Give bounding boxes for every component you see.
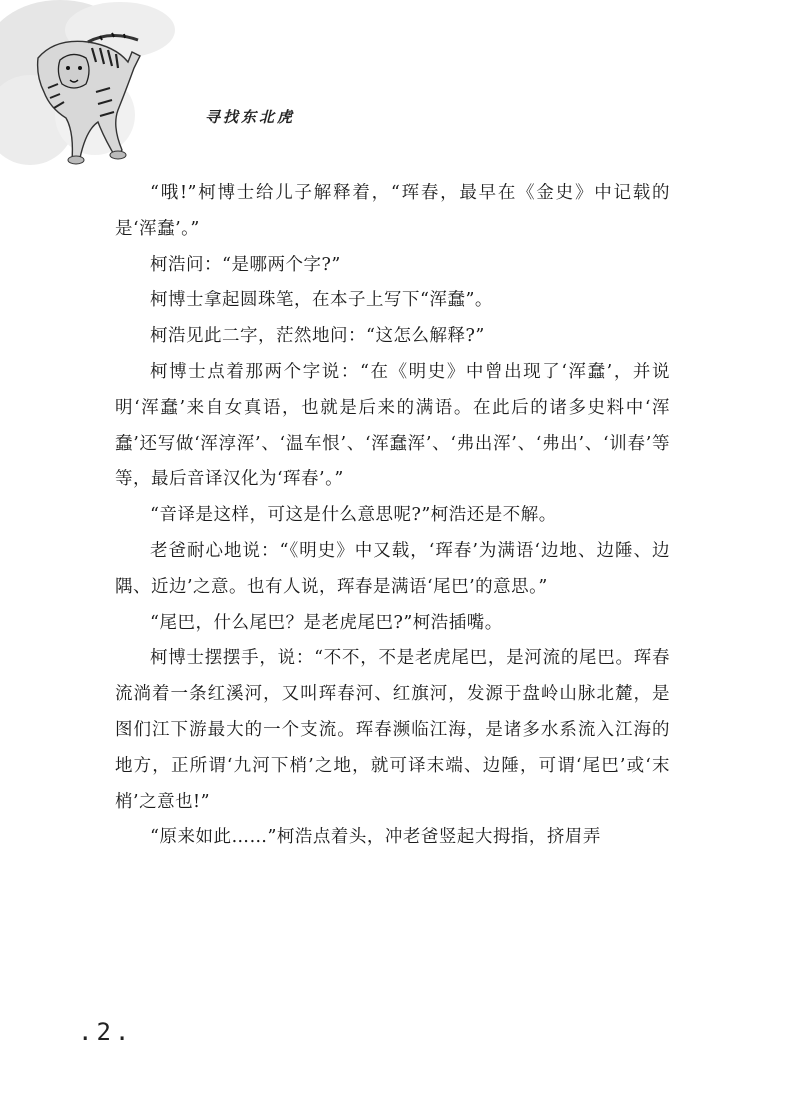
paragraph-8: “尾巴，什么尾巴？是老虎尾巴?”柯浩插嘴。 bbox=[150, 612, 503, 633]
tiger-illustration-icon bbox=[0, 0, 180, 175]
paragraph-3: 柯博士拿起圆珠笔，在本子上写下“浑蠢”。 bbox=[150, 290, 493, 311]
body-text bbox=[115, 176, 670, 856]
paragraph-7: 老爸耐心地说：“《明史》中又载，‘珲春’为满语‘边地、边陲、边隅、近边’之意。也有人说，珲春是满语‘尾巴’的意思。” bbox=[115, 540, 670, 597]
paragraph-1: “哦!”柯博士给儿子解释着，“珲春，最早在《金史》中记载的是‘浑蠢’。” bbox=[115, 183, 670, 239]
paragraph-9: 柯博士摆摆手，说：“不不，不是老虎尾巴，是河流的尾巴。珲春流淌着一条红溪河，又叫珲春河、红旗河，发源于盘岭山脉北麓，是图们江下游最大的一个支流。珲春濒临江海，是诸多水系流入江海的地方，正所谓‘九河下梢’之地，就可译末端、边陲，可谓‘尾巴’或‘末梢’之意也!” bbox=[115, 648, 670, 812]
paragraph-5: 柯博士点着那两个字说：“在《明史》中曾出现了‘浑蠢’，并说明‘浑蠢’来自女真语，也就是后来的满语。在此后的诸多史料中‘浑蠢’还写做‘浑淳浑’、‘温车恨’、‘浑蠢浑’、‘弗出浑’、‘弗出’、‘训春’等等，最后音译汉化为‘珲春’。” bbox=[115, 361, 670, 490]
paragraph-4: 柯浩见此二字，茫然地问：“这怎么解释?” bbox=[150, 326, 485, 347]
paragraph-2: 柯浩问：“是哪两个字?” bbox=[150, 254, 341, 275]
running-title: 寻找东北虎 bbox=[205, 108, 296, 126]
page-number: .2. bbox=[78, 1018, 134, 1046]
paragraph-6: “音译是这样，可这是什么意思呢?”柯浩还是不解。 bbox=[150, 505, 557, 526]
paragraph-10: “原来如此……”柯浩点着头，冲老爸竖起大拇指，挤眉弄 bbox=[150, 827, 601, 848]
